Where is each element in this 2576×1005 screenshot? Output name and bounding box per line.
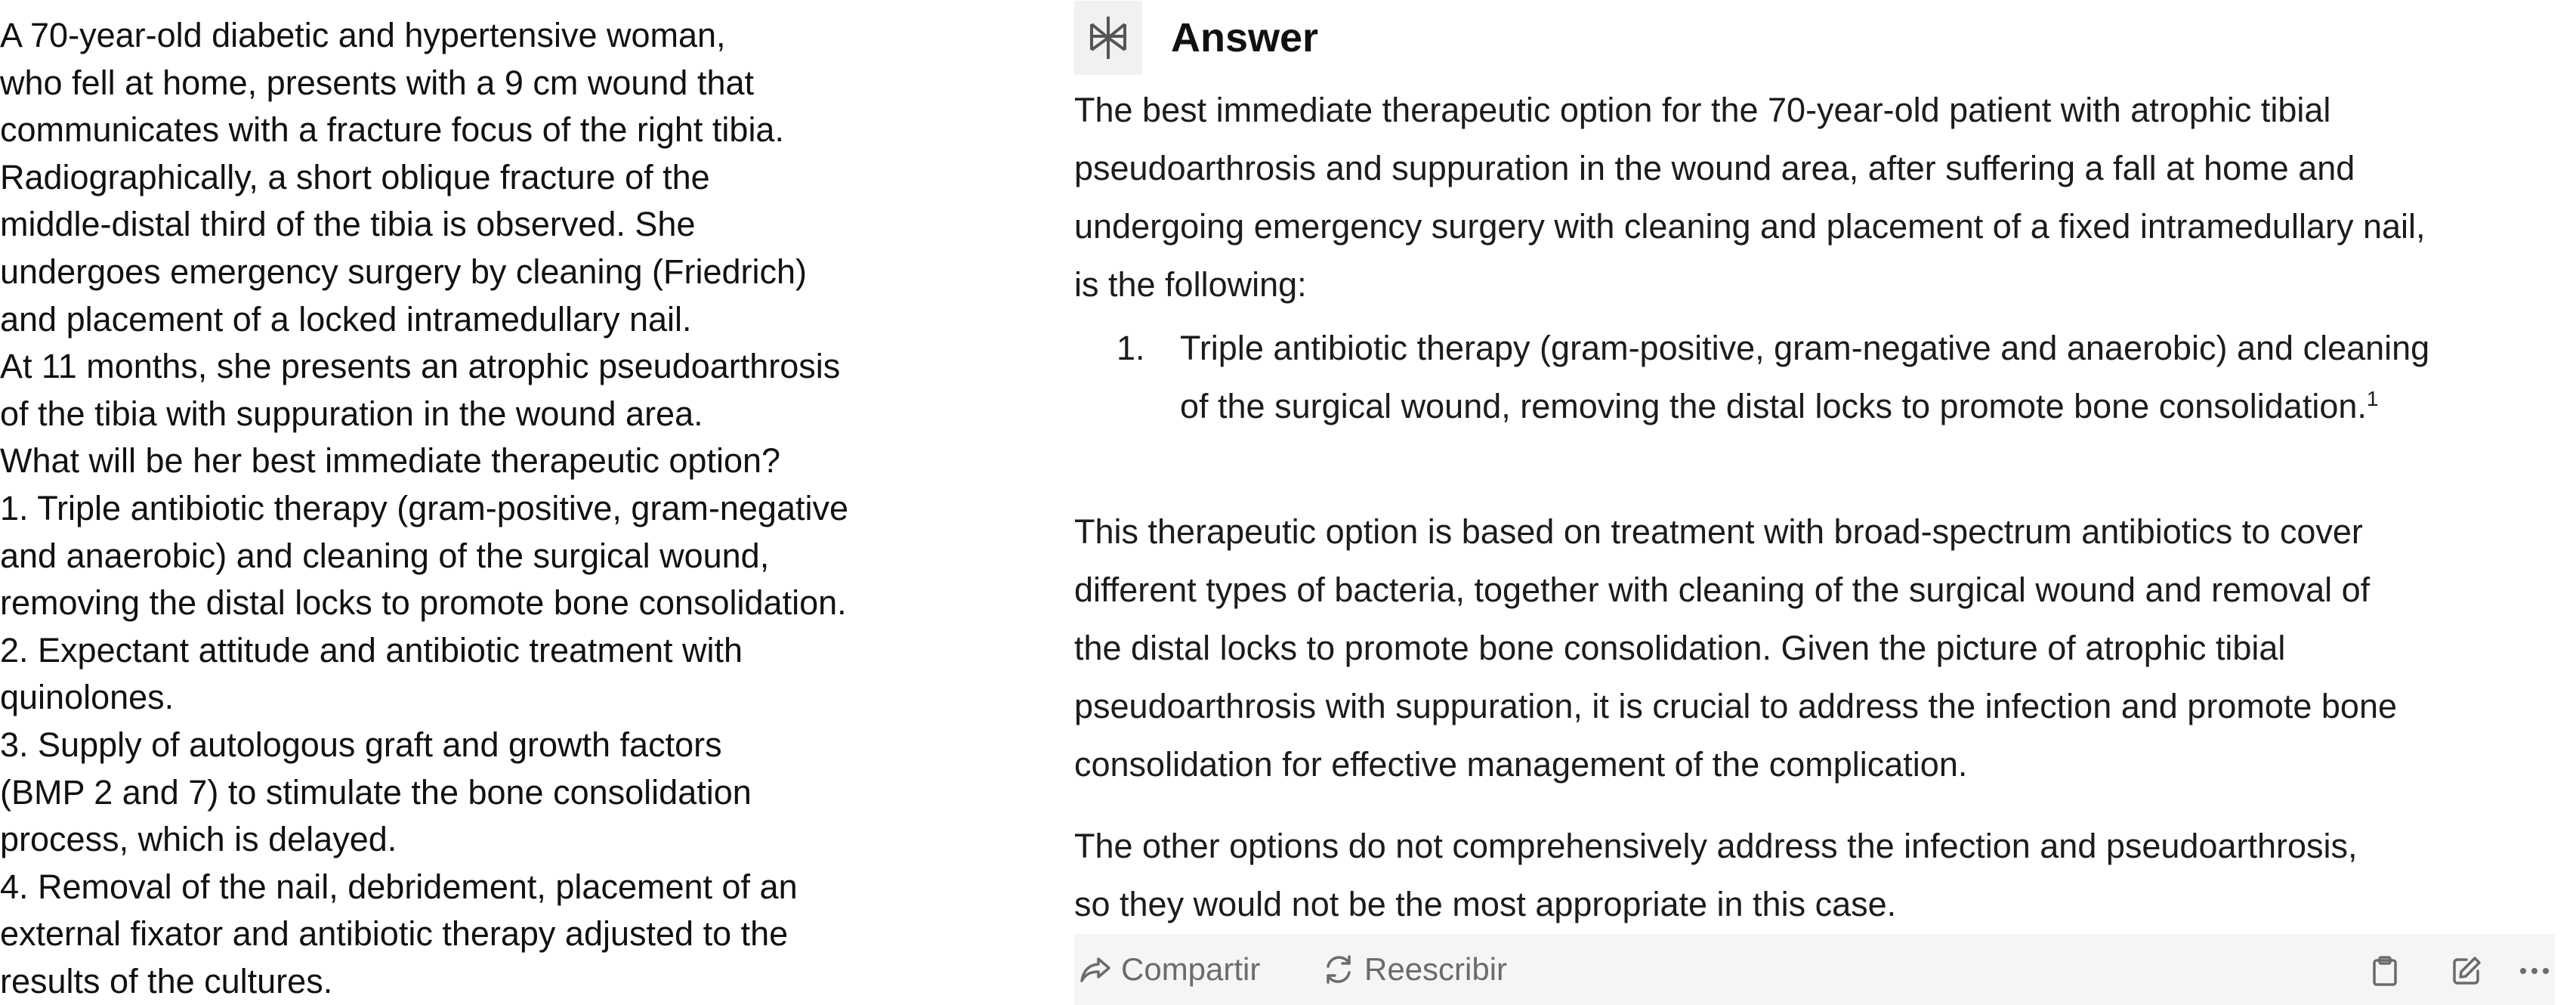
edit-icon [2450, 954, 2483, 988]
question-line: middle-distal third of the tibia is observed. She [0, 205, 696, 244]
answer-para2-line: This therapeutic option is based on treatment with broad-spectrum antibiotics to cover [1074, 512, 2363, 551]
perplexity-logo-icon [1074, 1, 1142, 75]
question-line: quinolones. [0, 678, 175, 717]
question-line: At 11 months, she presents an atrophic pseudoarthrosis [0, 347, 841, 386]
question-line: 2. Expectant attitude and antibiotic treatment with [0, 630, 743, 669]
copy-button[interactable] [2366, 952, 2404, 990]
answer-para2-line: pseudoarthrosis with suppuration, it is crucial to address the infection and promote bone [1074, 687, 2398, 725]
question-line: communicates with a fracture focus of the right tibia. [0, 110, 784, 150]
answer-para3-line: The other options do not comprehensively address the infection and pseudoarthrosis, [1074, 827, 2358, 865]
rewrite-label: Reescribir [1364, 951, 1508, 987]
answer-title: Answer [1171, 15, 1319, 60]
question-line: and anaerobic) and cleaning of the surgical wound, [0, 536, 770, 575]
clipboard-icon [2372, 955, 2398, 987]
question-panel [0, 12, 944, 1005]
rewrite-button[interactable] [1322, 934, 1507, 1005]
answer-para3-line: so they would not be the most appropriate in this case. [1074, 885, 1897, 923]
question-line: who fell at home, presents with a 9 cm wound that [0, 63, 755, 102]
question-line: process, which is delayed. [0, 820, 397, 859]
edit-button[interactable] [2448, 952, 2485, 990]
question-line: (BMP 2 and 7) to stimulate the bone consolidation [0, 772, 752, 812]
question-line: A 70-year-old diabetic and hypertensive woman, [0, 16, 726, 54]
question-line: removing the distal locks to promote bone consolidation. [0, 583, 847, 623]
question-line: What will be her best immediate therapeutic option? [0, 441, 781, 481]
answer-list-text: of the surgical wound, removing the distal locks to promote bone consolidation. [1180, 387, 2367, 425]
question-line: 1. Triple antibiotic therapy (gram-positive, gram-negative [0, 488, 849, 527]
answer-panel [1074, 0, 2555, 1005]
more-button[interactable] [2516, 952, 2553, 990]
answer-intro-line: The best immediate therapeutic option for the 70-year-old patient with atrophic tibial [1074, 91, 2331, 129]
question-line: Radiographically, a short oblique fracture of the [0, 157, 710, 196]
question-line: external fixator and antibiotic therapy adjusted to the [0, 914, 789, 954]
answer-intro-line: undergoing emergency surgery with cleaning and placement of a fixed intramedullary nail, [1074, 207, 2426, 246]
citation-marker[interactable]: 1 [2366, 387, 2379, 410]
answer-para2-line: consolidation for effective management of the complication. [1074, 745, 1968, 784]
share-icon [1079, 954, 1112, 985]
more-icon [2519, 966, 2550, 976]
answer-intro-line: is the following: [1074, 265, 1307, 304]
share-button[interactable] [1079, 934, 1260, 1005]
answer-intro-line: pseudoarthrosis and suppuration in the wound area, after suffering a fall at home and [1074, 149, 2355, 187]
question-line: results of the cultures. [0, 961, 333, 1000]
answer-list-number: 1. [1117, 329, 1145, 367]
rewrite-icon [1322, 953, 1355, 986]
answer-para2-line: the distal locks to promote bone consolidation. Given the picture of atrophic tibial [1074, 629, 2286, 667]
answer-header [1074, 0, 1318, 76]
answer-list-line [1180, 385, 2378, 428]
question-line: and placement of a locked intramedullary nail. [0, 299, 692, 339]
answer-para2-line: different types of bacteria, together with cleaning of the surgical wound and removal of [1074, 571, 2371, 609]
answer-action-bar [1074, 934, 2555, 1005]
share-label: Compartir [1121, 951, 1261, 987]
question-line: 4. Removal of the nail, debridement, placement of an [0, 867, 798, 906]
question-line: undergoes emergency surgery by cleaning (Friedrich) [0, 252, 808, 291]
question-line: of the tibia with suppuration in the wound area. [0, 394, 703, 433]
question-line: 3. Supply of autologous graft and growth factors [0, 725, 722, 764]
answer-list-line: Triple antibiotic therapy (gram-positive, gram-negative and anaerobic) and cleaning [1180, 329, 2430, 367]
